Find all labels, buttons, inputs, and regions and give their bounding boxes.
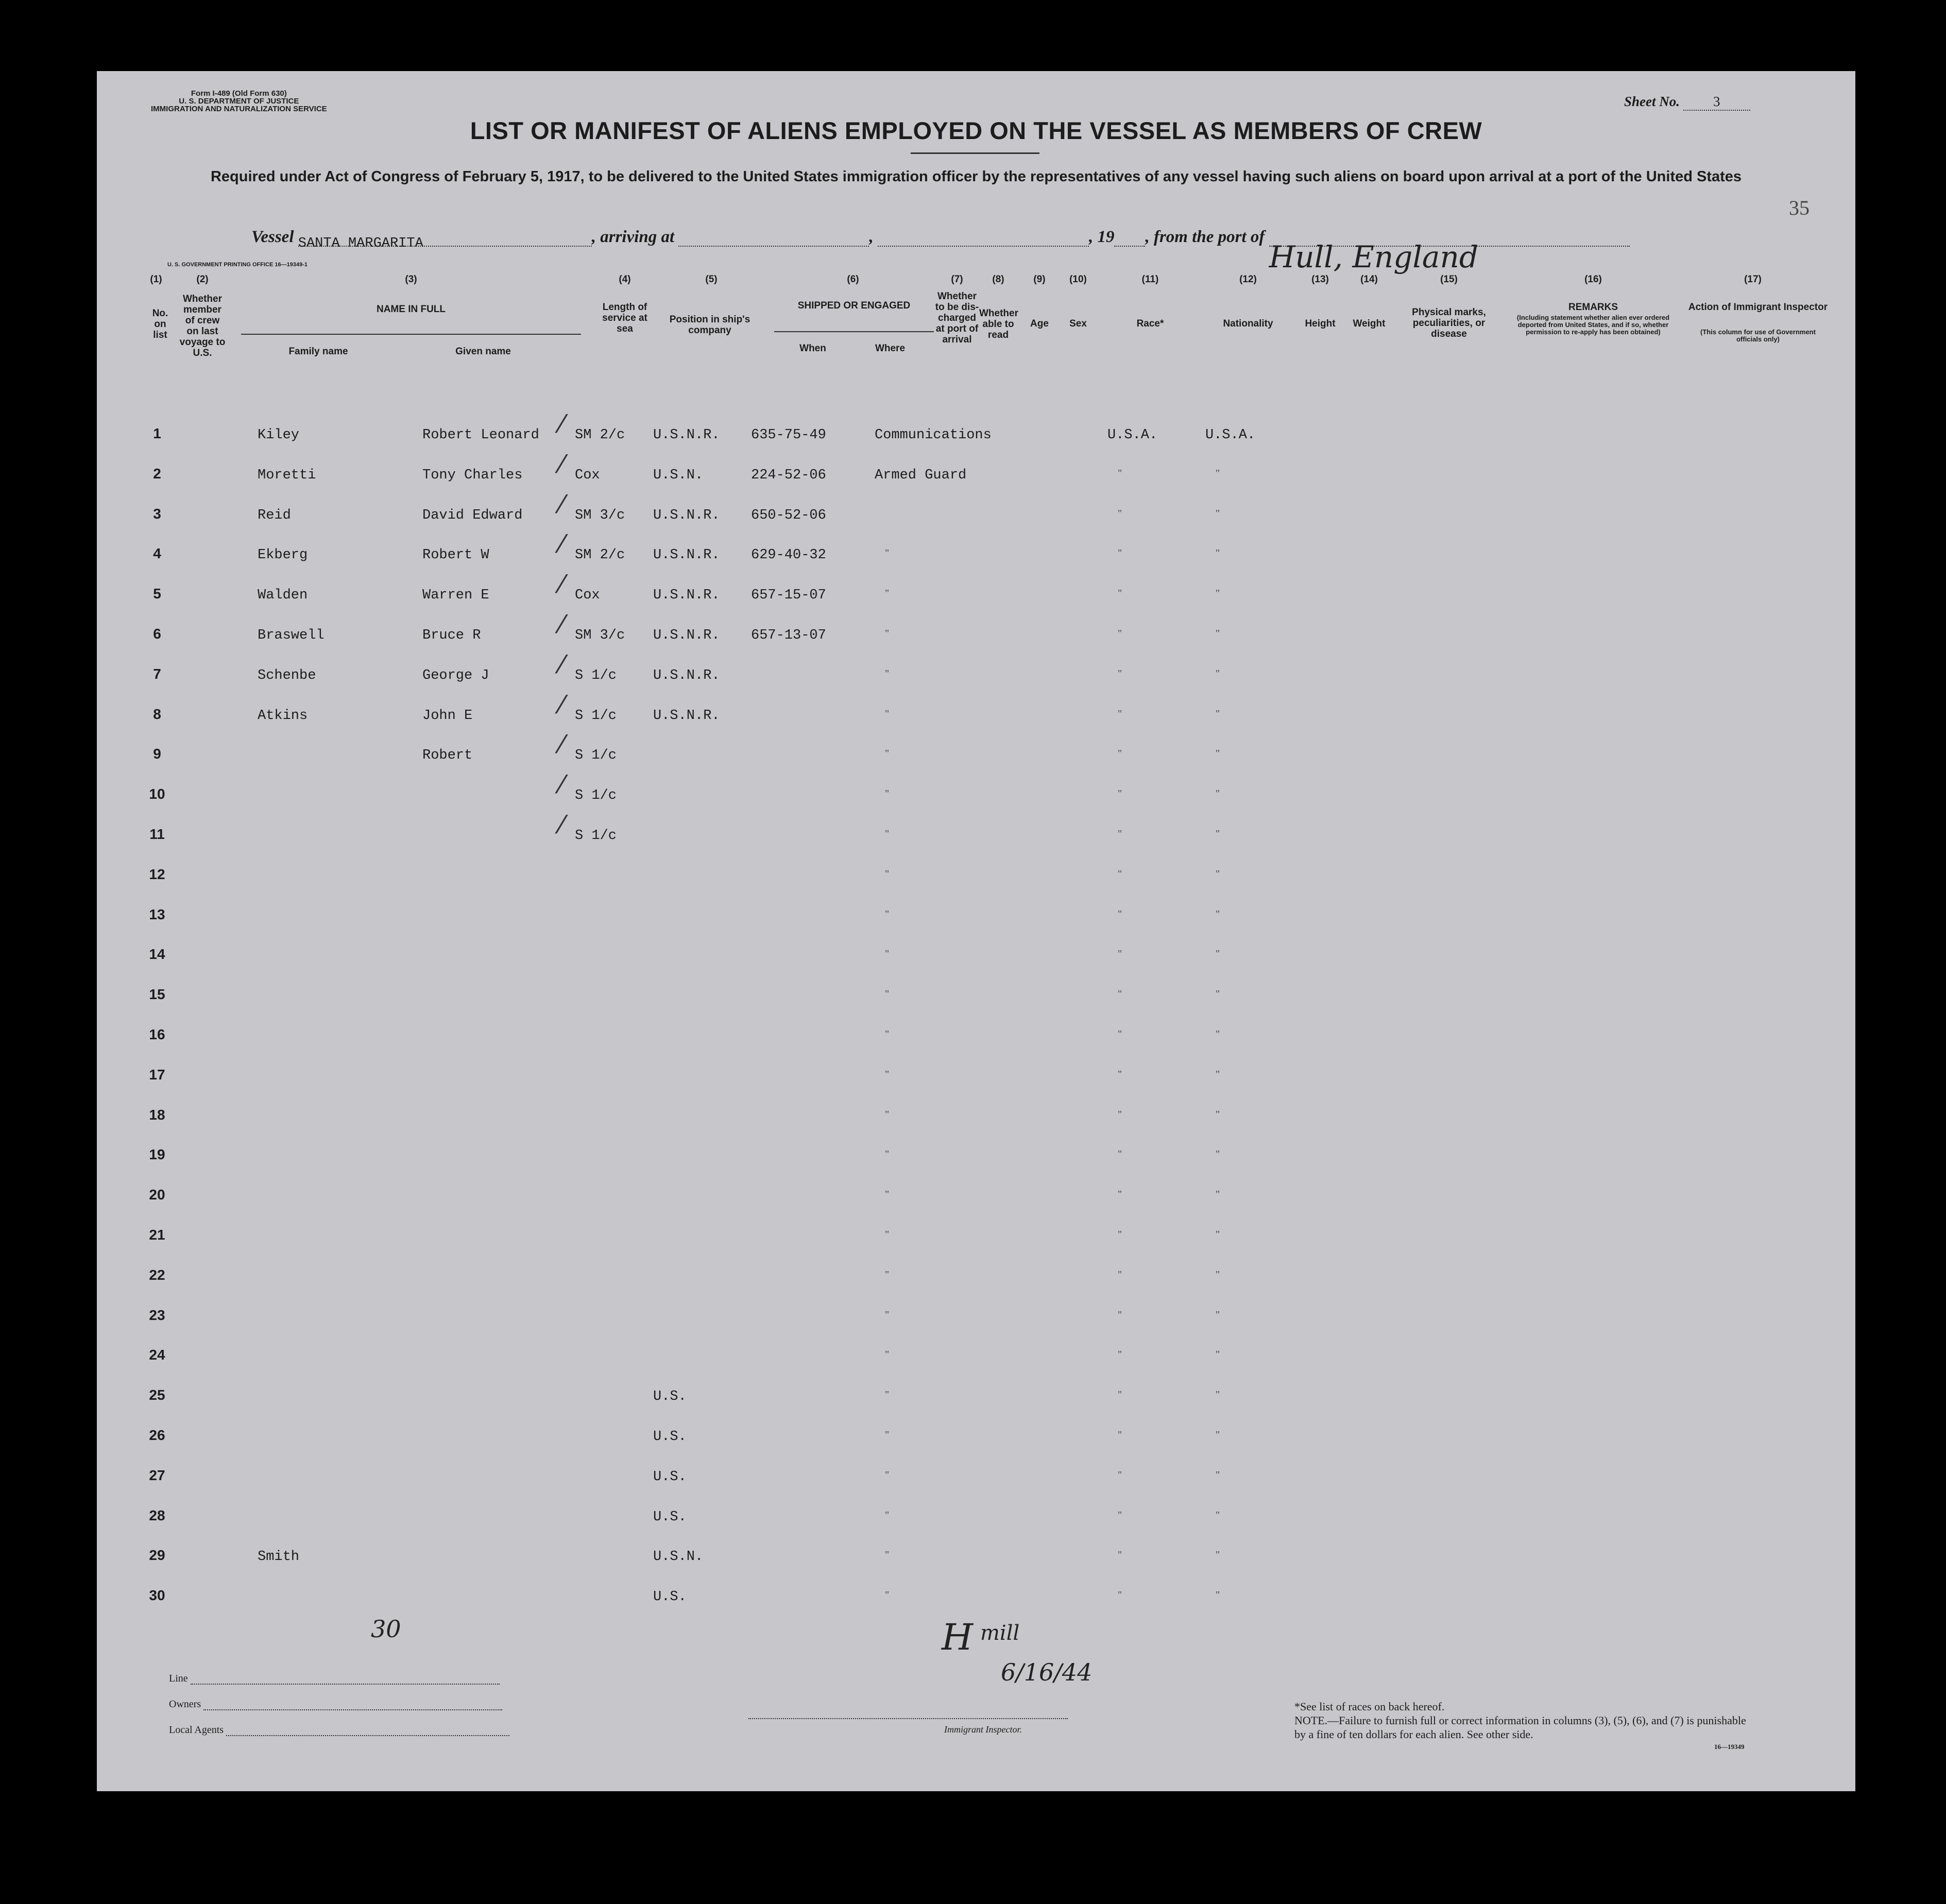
length-service: SM 2/c: [575, 427, 625, 443]
race: ": [1118, 1429, 1122, 1440]
race: U.S.A.: [1107, 427, 1158, 443]
col-num-9: (9): [1033, 274, 1046, 285]
race: ": [1118, 1389, 1122, 1401]
shipped-where: ": [885, 908, 890, 920]
position: U.S.: [653, 1389, 687, 1405]
col-num-12: (12): [1239, 274, 1257, 285]
shipped-where: ": [885, 748, 890, 760]
shipped-where: ": [885, 1189, 890, 1200]
position: U.S.N.R.: [653, 667, 720, 683]
header-where: Where: [875, 343, 906, 354]
row-number: 9: [153, 746, 161, 762]
race: ": [1118, 868, 1122, 880]
check-mark: ⁄: [559, 570, 564, 599]
shipped-where: ": [885, 1469, 890, 1481]
nationality: ": [1216, 467, 1220, 479]
row-number: 30: [149, 1587, 165, 1604]
shipped-where: ": [885, 667, 890, 679]
header-length-service: Length of service at sea: [602, 302, 647, 334]
given-name: John E: [422, 708, 473, 724]
signature-date: 6/16/44: [1001, 1658, 1093, 1686]
arriving-date-field: [878, 232, 1089, 247]
row-number: 22: [149, 1266, 165, 1283]
sheet-number-label: Sheet No.: [1624, 94, 1680, 109]
length-service: S 1/c: [575, 828, 617, 844]
corner-number: 35: [1789, 196, 1810, 219]
shipped-when: 657-13-07: [751, 628, 826, 643]
footer-line-label: Line: [169, 1673, 188, 1684]
col-num-10: (10): [1069, 274, 1087, 285]
col-num-4: (4): [619, 274, 631, 285]
position: U.S.: [653, 1429, 687, 1445]
nationality: ": [1216, 748, 1220, 760]
nationality: ": [1216, 1229, 1220, 1240]
year-field: [1114, 232, 1145, 247]
col-num-2: (2): [196, 274, 209, 285]
length-service: Cox: [575, 588, 600, 604]
race: ": [1118, 1349, 1122, 1361]
length-service: SM 3/c: [575, 507, 625, 523]
shipped-where: ": [885, 1309, 890, 1320]
footer-owners-label: Owners: [169, 1699, 201, 1710]
sheet-number-value: 3: [1683, 94, 1750, 111]
family-name: Moretti: [258, 467, 316, 483]
position: U.S.N.: [653, 1549, 704, 1565]
vessel-label: Vessel: [251, 228, 294, 246]
position: U.S.: [653, 1509, 687, 1525]
race: ": [1118, 1549, 1122, 1561]
header-remarks-note: (Including statement whether alien ever ordered deported from United States, and if so, whether permission to re-apply has been obtained): [1516, 314, 1670, 336]
year-label: , 19: [1088, 228, 1115, 246]
check-mark: ⁄: [559, 610, 564, 639]
vessel-line: Vessel SANTA MARGARITA , arriving at , , 19 , from the port of Hull, England: [251, 228, 1630, 247]
given-name: Robert W: [422, 547, 489, 563]
footer-owners-field: [203, 1699, 502, 1710]
print-code: 16—19349: [1714, 1743, 1745, 1751]
col-num-5: (5): [705, 274, 718, 285]
nationality: ": [1216, 868, 1220, 880]
shipped-where: ": [885, 1268, 890, 1280]
position: U.S.N.R.: [653, 547, 720, 563]
shipped-where: ": [885, 1349, 890, 1361]
races-note: *See list of races on back hereof.: [1294, 1700, 1445, 1713]
footer-agents-field: [226, 1725, 509, 1736]
footer-agents-label: Local Agents: [169, 1724, 224, 1736]
manifest-sheet: [97, 71, 1855, 1791]
header-action-note: (This column for use of Government officials only): [1700, 328, 1816, 343]
row-number: 14: [149, 946, 165, 963]
footer-owners: [169, 1699, 502, 1710]
header-height: Height: [1305, 318, 1336, 329]
shipped-when: 650-52-06: [751, 507, 826, 523]
race: ": [1118, 1148, 1122, 1160]
race: ": [1118, 1229, 1122, 1240]
from-port-label: , from the port of: [1145, 228, 1265, 246]
row-number: 6: [153, 626, 161, 642]
race: ": [1118, 1509, 1122, 1521]
row-number: 15: [149, 986, 165, 1003]
row-number: 7: [153, 665, 161, 682]
race: ": [1118, 748, 1122, 760]
position: U.S.N.R.: [653, 427, 720, 443]
col-num-15: (15): [1440, 274, 1458, 285]
arriving-port-field: [678, 232, 869, 247]
nationality: ": [1216, 988, 1220, 1000]
shipped-where: ": [885, 1148, 890, 1160]
family-name: Walden: [258, 588, 308, 604]
given-name: Robert: [422, 748, 473, 764]
shipped-where: ": [885, 1229, 890, 1240]
footer-line-field: [191, 1673, 500, 1685]
shipped-where: ": [885, 868, 890, 880]
vessel-name: SANTA MARGARITA: [298, 236, 423, 251]
shipped-when: 629-40-32: [751, 547, 826, 563]
nationality: ": [1216, 1028, 1220, 1040]
position: U.S.N.R.: [653, 628, 720, 643]
inspector-label: Immigrant Inspector.: [944, 1724, 1022, 1735]
race: ": [1118, 667, 1122, 679]
row-number: 21: [149, 1227, 165, 1243]
row-number: 27: [149, 1467, 165, 1483]
arriving-label: , arriving at: [591, 228, 675, 246]
row-number: 20: [149, 1187, 165, 1203]
nationality: ": [1216, 948, 1220, 960]
col-num-6: (6): [847, 274, 859, 285]
header-position: Position in ship's company: [669, 314, 750, 336]
race: ": [1118, 1469, 1122, 1481]
shipped-where: ": [885, 1068, 890, 1080]
header-whether-member: Whether member of crew on last voyage to U.S.: [179, 294, 226, 358]
given-name: Bruce R: [422, 628, 481, 643]
shipped-where: Armed Guard: [875, 467, 967, 483]
printing-office: U. S. GOVERNMENT PRINTING OFFICE 16—19349-1: [167, 262, 308, 268]
position: U.S.N.R.: [653, 588, 720, 604]
row-number: 17: [149, 1066, 165, 1083]
service: IMMIGRATION AND NATURALIZATION SERVICE: [151, 105, 327, 113]
given-name: Warren E: [422, 588, 489, 604]
check-mark: ⁄: [559, 770, 564, 800]
row-number: 25: [149, 1387, 165, 1403]
race: ": [1118, 1309, 1122, 1320]
given-name: David Edward: [422, 507, 523, 523]
signature-initial: H: [942, 1616, 974, 1658]
row-number: 1: [153, 425, 161, 441]
nationality: ": [1216, 628, 1220, 639]
nationality: ": [1216, 1549, 1220, 1561]
nationality: ": [1216, 547, 1220, 559]
length-service: SM 2/c: [575, 547, 625, 563]
row-number: 29: [149, 1547, 165, 1564]
family-name: Ekberg: [258, 547, 308, 563]
header-weight: Weight: [1353, 318, 1386, 329]
nationality: ": [1216, 788, 1220, 800]
nationality: ": [1216, 908, 1220, 920]
nationality: ": [1216, 1189, 1220, 1200]
signature-name: mill: [980, 1621, 1020, 1645]
shipped-where: ": [885, 1389, 890, 1401]
row-number: 10: [149, 786, 165, 802]
shipped-where: ": [885, 828, 890, 839]
race: ": [1118, 908, 1122, 920]
race: ": [1118, 708, 1122, 719]
header-nationality: Nationality: [1223, 318, 1273, 329]
given-name: Tony Charles: [422, 467, 523, 483]
position: U.S.N.: [653, 467, 704, 483]
check-mark: ⁄: [559, 730, 564, 760]
position: U.S.: [653, 1589, 687, 1605]
family-name: Reid: [258, 507, 291, 523]
race: ": [1118, 1589, 1122, 1601]
document-title: LIST OR MANIFEST OF ALIENS EMPLOYED ON THE VESSEL AS MEMBERS OF CREW: [470, 117, 1482, 144]
row-number: 19: [149, 1146, 165, 1163]
fine-note: NOTE.—Failure to furnish full or correct information in columns (3), (5), (6), and (7) is punishable by a fine of ten dollars for each alien. See other side.: [1294, 1714, 1746, 1741]
position: U.S.N.R.: [653, 507, 720, 523]
race: ": [1118, 547, 1122, 559]
nationality: ": [1216, 1349, 1220, 1361]
col-num-13: (13): [1311, 274, 1329, 285]
col-num-17: (17): [1744, 274, 1762, 285]
length-service: SM 3/c: [575, 628, 625, 643]
department: U. S. DEPARTMENT OF JUSTICE: [179, 97, 299, 106]
nationality: U.S.A.: [1205, 427, 1256, 443]
header-race: Race*: [1136, 318, 1164, 329]
race: ": [1118, 1268, 1122, 1280]
header-shipped-rule: [774, 331, 934, 332]
shipped-where: ": [885, 988, 890, 1000]
shipped-when: 657-15-07: [751, 588, 826, 604]
row-number: 8: [153, 706, 161, 722]
header-able-read: Whether able to read: [979, 308, 1018, 340]
footer-line: [169, 1673, 500, 1685]
title-underline: [911, 152, 1039, 154]
header-when: When: [799, 343, 826, 354]
header-remarks: REMARKS: [1568, 302, 1618, 313]
form-identifier: [151, 90, 327, 113]
row-number: 11: [149, 826, 165, 842]
given-name: Robert Leonard: [422, 427, 539, 443]
row-number: 28: [149, 1507, 165, 1523]
race: ": [1118, 1108, 1122, 1120]
check-mark: ⁄: [559, 490, 564, 519]
row-number: 18: [149, 1106, 165, 1123]
document-subtitle: Required under Act of Congress of February 5, 1917, to be delivered to the United States immigration officer by the representatives of any vessel having such aliens on board upon arrival at a port of the United States: [210, 168, 1742, 185]
race: ": [1118, 467, 1122, 479]
family-name: Braswell: [258, 628, 325, 643]
race: ": [1118, 988, 1122, 1000]
shipped-where: ": [885, 948, 890, 960]
race: ": [1118, 507, 1122, 519]
position: U.S.N.R.: [653, 708, 720, 724]
header-sex: Sex: [1069, 318, 1087, 329]
row-number: 3: [153, 505, 161, 522]
length-service: S 1/c: [575, 748, 617, 764]
col-num-3: (3): [405, 274, 417, 285]
shipped-where: ": [885, 1589, 890, 1601]
nationality: ": [1216, 1068, 1220, 1080]
family-name: Kiley: [258, 427, 300, 443]
row-number: 5: [153, 586, 161, 602]
race: ": [1118, 948, 1122, 960]
shipped-where: ": [885, 1549, 890, 1561]
col-num-7: (7): [951, 274, 963, 285]
shipped-where: Communications: [875, 427, 992, 443]
nationality: ": [1216, 708, 1220, 719]
vessel-name-field: [298, 232, 592, 251]
row-number: 16: [149, 1026, 165, 1042]
nationality: ": [1216, 667, 1220, 679]
check-mark: ⁄: [559, 530, 564, 559]
from-port-value: Hull, England: [1269, 239, 1478, 275]
row-number: 4: [153, 545, 161, 562]
shipped-where: ": [885, 788, 890, 800]
length-service: Cox: [575, 467, 600, 483]
check-mark: ⁄: [559, 811, 564, 839]
shipped-where: ": [885, 1429, 890, 1440]
header-shipped-engaged: SHIPPED OR ENGAGED: [797, 300, 911, 311]
header-family-name: Family name: [288, 346, 348, 357]
check-mark: ⁄: [559, 650, 564, 679]
row-number: 13: [149, 906, 165, 922]
header-given-name: Given name: [455, 346, 511, 357]
row-number: 26: [149, 1427, 165, 1443]
header-name-rule: [241, 334, 581, 335]
header-age: Age: [1030, 318, 1049, 329]
row-number: 24: [149, 1347, 165, 1363]
family-name: Schenbe: [258, 667, 316, 683]
nationality: ": [1216, 1108, 1220, 1120]
col-num-1: (1): [150, 274, 162, 285]
check-mark: ⁄: [559, 410, 564, 439]
length-service: S 1/c: [575, 708, 617, 724]
family-name: Atkins: [258, 708, 308, 724]
nationality: ": [1216, 1469, 1220, 1481]
nationality: ": [1216, 1589, 1220, 1601]
nationality: ": [1216, 1268, 1220, 1280]
nationality: ": [1216, 1148, 1220, 1160]
inspector-signature-line: [748, 1718, 1068, 1719]
given-name: George J: [422, 667, 489, 683]
col-num-14: (14): [1360, 274, 1378, 285]
nationality: ": [1216, 1389, 1220, 1401]
race: ": [1118, 828, 1122, 839]
shipped-where: ": [885, 1509, 890, 1521]
nationality: ": [1216, 828, 1220, 839]
race: ": [1118, 1068, 1122, 1080]
shipped-when: 224-52-06: [751, 467, 826, 483]
shipped-where: ": [885, 588, 890, 599]
col-num-16: (16): [1584, 274, 1602, 285]
shipped-where: ": [885, 1108, 890, 1120]
race: ": [1118, 628, 1122, 639]
race: ": [1118, 788, 1122, 800]
shipped-where: ": [885, 547, 890, 559]
header-name-in-full: NAME IN FULL: [376, 304, 446, 315]
header-no-on-list: No. on list: [152, 308, 168, 340]
length-service: S 1/c: [575, 667, 617, 683]
from-port-field: [1269, 232, 1630, 275]
handwritten-total: 30: [371, 1615, 401, 1643]
check-mark: ⁄: [559, 450, 564, 479]
race: ": [1118, 588, 1122, 599]
check-mark: ⁄: [559, 690, 564, 719]
nationality: ": [1216, 1429, 1220, 1440]
row-number: 12: [149, 866, 165, 882]
footer-agents: [169, 1724, 509, 1736]
nationality: ": [1216, 588, 1220, 599]
col-num-8: (8): [992, 274, 1004, 285]
shipped-where: ": [885, 628, 890, 639]
header-discharged: Whether to be dis-charged at port of arrival: [935, 291, 979, 345]
race: ": [1118, 1189, 1122, 1200]
header-action: Action of Immigrant Inspector: [1688, 302, 1828, 313]
race: ": [1118, 1028, 1122, 1040]
form-number: Form I-489 (Old Form 630): [191, 89, 287, 98]
position: U.S.: [653, 1469, 687, 1485]
shipped-where: ": [885, 708, 890, 719]
sheet-number: [1624, 94, 1750, 111]
nationality: ": [1216, 507, 1220, 519]
shipped-when: 635-75-49: [751, 427, 826, 443]
row-number: 23: [149, 1307, 165, 1323]
nationality: ": [1216, 1509, 1220, 1521]
nationality: ": [1216, 1309, 1220, 1320]
row-number: 2: [153, 465, 161, 482]
shipped-where: ": [885, 1028, 890, 1040]
col-num-11: (11): [1141, 274, 1159, 285]
family-name: Smith: [258, 1549, 300, 1565]
header-physical: Physical marks, peculiarities, or disease: [1412, 307, 1486, 339]
length-service: S 1/c: [575, 788, 617, 804]
